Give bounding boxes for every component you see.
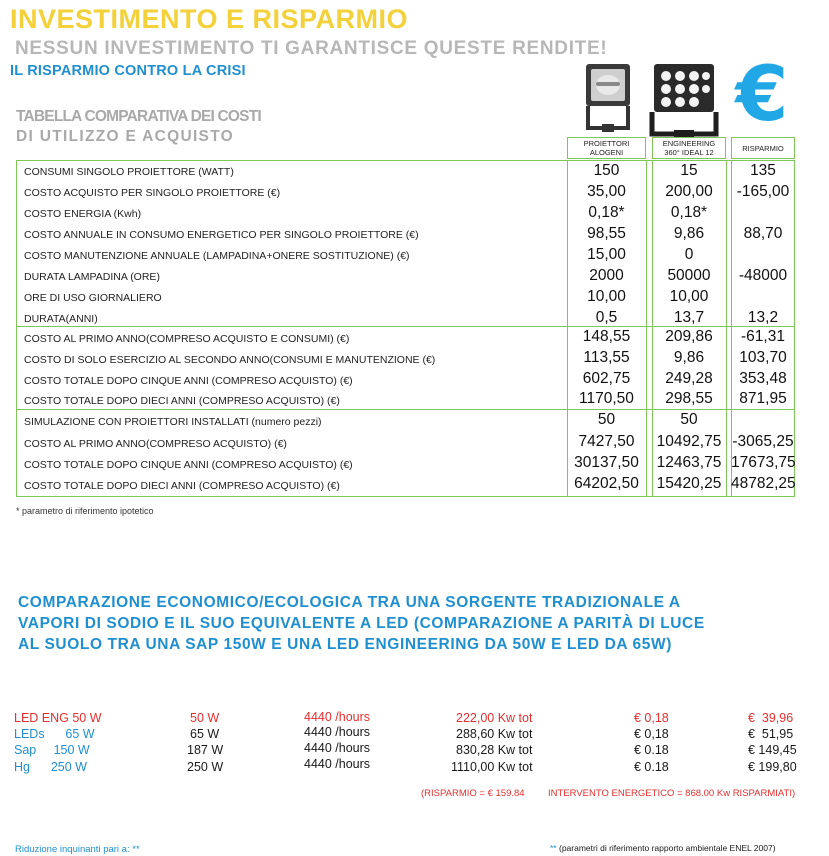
source-kw: 830,28 Kw tot (456, 743, 533, 757)
cell-engineering: 9,86 (673, 225, 705, 242)
source-watt: 187 W (187, 743, 224, 757)
cell-engineering: 209,86 (665, 328, 713, 345)
cell-halogen: 0,5 (595, 309, 618, 326)
cell-halogen: 50 (597, 411, 616, 428)
cell-savings: 48782,25 (731, 475, 796, 492)
row-label: COSTO ENERGIA (Kwh) (24, 208, 142, 220)
table-title-line1: TABELLA COMPARATIVA DEI COSTI (16, 108, 261, 125)
saving-summary: (RISPARMIO = € 159.84 (421, 788, 525, 799)
reference-note: ** (parametri di riferimento rapporto ambientale ENEL 2007) (550, 843, 776, 853)
row-label: COSTO MANUTENZIONE ANNUALE (LAMPADINA+ONERE SOSTITUZIONE) (€) (24, 250, 410, 262)
cell-savings: -3065,25 (732, 433, 794, 450)
halogen-floodlight-image (578, 58, 638, 138)
cell-halogen: 113,55 (583, 349, 630, 366)
cell-engineering: 10492,75 (656, 433, 722, 450)
row-label: COSTO TOTALE DOPO CINQUE ANNI (COMPRESO ACQUISTO) (€) (24, 375, 353, 387)
row-label: DURATA LAMPADINA (ORE) (24, 271, 160, 283)
cell-halogen: 30137,50 (574, 454, 639, 471)
cell-engineering: 0,18* (670, 204, 708, 221)
source-cost: € 149,45 (748, 743, 797, 757)
cell-halogen: 15,00 (587, 246, 626, 263)
source-cost: € 51,95 (748, 727, 794, 741)
section-divider (16, 409, 795, 410)
led-floodlight-image (648, 60, 720, 140)
row-label: COSTO TOTALE DOPO CINQUE ANNI (COMPRESO ACQUISTO) (€) (24, 459, 353, 471)
cell-halogen: 148,55 (582, 328, 631, 345)
column-header-savings: RISPARMIO (731, 137, 795, 159)
column-header-engineering: ENGINEERING 360° IDEAL 12 (652, 137, 726, 159)
subtitle: NESSUN INVESTIMENTO TI GARANTISCE QUESTE RENDITE! (15, 38, 608, 59)
footnote: * parametro di riferimento ipotetico (16, 506, 154, 516)
table-divider (726, 160, 727, 497)
source-name: Sap 150 W (14, 743, 90, 757)
comparison-title: COMPARAZIONE ECONOMICO/ECOLOGICA TRA UNA SORGENTE TRADIZIONALE A VAPORI DI SODIO E IL SUO EQUIVALENTE A LED (COMPARAZIONE A PARITÀ DI LUCE AL SUOLO TRA UNA SAP 150W E UNA LED ENGINEERING DA 50W E LED DA 65W) (18, 594, 705, 653)
cell-halogen: 98,55 (587, 225, 626, 242)
source-kw: 1110,00 Kw tot (451, 760, 533, 774)
row-label: COSTO DI SOLO ESERCIZIO AL SECONDO ANNO(CONSUMI E MANUTENZIONE (€) (24, 354, 436, 366)
row-label: DURATA(ANNI) (24, 313, 98, 325)
row-label: COSTO ACQUISTO PER SINGOLO PROIETTORE (€) (24, 187, 281, 199)
cell-savings: 17673,75 (731, 454, 796, 471)
source-name: LED ENG 50 W (14, 711, 102, 725)
cell-halogen: 10,00 (587, 288, 626, 305)
source-kw: 288,60 Kw tot (456, 727, 533, 741)
cell-savings: 88,70 (743, 225, 783, 242)
source-price: € 0.18 (634, 743, 669, 757)
cell-halogen: 2000 (589, 267, 624, 284)
cell-engineering: 50 (680, 411, 698, 428)
row-label: COSTO AL PRIMO ANNO(COMPRESO ACQUISTO) (€) (24, 438, 287, 450)
cell-engineering: 15420,25 (656, 475, 722, 492)
source-hours: 4440 /hours (304, 757, 371, 771)
cell-savings: -61,31 (741, 328, 785, 345)
cell-engineering: 10,00 (669, 288, 709, 305)
source-price: € 0,18 (634, 711, 669, 725)
pollution-reduction-label: Riduzione inquinanti pari a: ** (15, 844, 140, 855)
cell-engineering: 13,7 (673, 309, 705, 326)
source-watt: 65 W (190, 727, 220, 741)
cell-halogen: 150 (593, 162, 620, 179)
source-hours: 4440 /hours (304, 710, 371, 724)
source-watt: 250 W (187, 760, 224, 774)
euro-icon: € (735, 49, 789, 138)
source-price: € 0,18 (634, 727, 669, 741)
source-price: € 0.18 (634, 760, 669, 774)
cell-savings: 135 (750, 162, 776, 179)
source-hours: 4440 /hours (304, 741, 371, 755)
cell-halogen: 7427,50 (578, 433, 635, 450)
source-cost: € 199,80 (748, 760, 797, 774)
source-watt: 50 W (190, 711, 220, 725)
cell-engineering: 298,55 (665, 390, 713, 407)
table-title-line2: DI UTILIZZO E ACQUISTO (16, 128, 235, 145)
cell-engineering: 12463,75 (656, 454, 722, 471)
source-name: LEDs 65 W (14, 727, 95, 741)
cell-halogen: 64202,50 (574, 475, 639, 492)
cell-halogen: 35,00 (587, 183, 626, 200)
row-label: COSTO TOTALE DOPO DIECI ANNI (COMPRESO ACQUISTO) (€) (24, 480, 340, 492)
cell-engineering: 15 (680, 162, 698, 179)
row-label: COSTO TOTALE DOPO DIECI ANNI (COMPRESO ACQUISTO) (€) (24, 395, 340, 407)
main-title: INVESTIMENTO E RISPARMIO (10, 4, 409, 34)
row-label: CONSUMI SINGOLO PROIETTORE (WATT) (24, 166, 234, 178)
cell-halogen: 602,75 (582, 370, 631, 387)
cell-halogen: 0,18* (588, 204, 625, 221)
cell-savings: 871,95 (739, 390, 787, 407)
energy-summary: INTERVENTO ENERGETICO = 868.00 Kw RISPARMIATI) (548, 788, 796, 799)
table-divider (646, 160, 647, 497)
source-cost: € 39,96 (748, 711, 794, 725)
row-label: SIMULAZIONE CON PROIETTORI INSTALLATI (numero pezzi) (24, 416, 322, 428)
cell-savings: 13,2 (747, 309, 779, 326)
row-label: ORE DI USO GIORNALIERO (24, 292, 162, 304)
source-name: Hg 250 W (14, 760, 87, 774)
cell-savings: -165,00 (736, 183, 790, 200)
cell-engineering: 9,86 (673, 349, 705, 366)
tagline: IL RISPARMIO CONTRO LA CRISI (10, 63, 246, 79)
cell-engineering: 249,28 (665, 370, 713, 387)
row-label: COSTO AL PRIMO ANNO(COMPRESO ACQUISTO E CONSUMI) (€) (24, 333, 350, 345)
cell-halogen: 1170,50 (579, 390, 634, 407)
cell-savings: 353,48 (739, 370, 787, 387)
table-title (16, 107, 261, 147)
source-kw: 222,00 Kw tot (456, 711, 533, 725)
cell-engineering: 50000 (667, 267, 711, 284)
cell-savings: -48000 (738, 267, 788, 284)
cell-engineering: 0 (684, 246, 694, 263)
column-header-halogen: PROIETTORI ALOGENI (567, 137, 646, 159)
cell-engineering: 200,00 (665, 183, 713, 200)
cell-savings: 103,70 (739, 349, 787, 366)
source-hours: 4440 /hours (304, 725, 371, 739)
row-label: COSTO ANNUALE IN CONSUMO ENERGETICO PER SINGOLO PROIETTORE (€) (24, 229, 419, 241)
